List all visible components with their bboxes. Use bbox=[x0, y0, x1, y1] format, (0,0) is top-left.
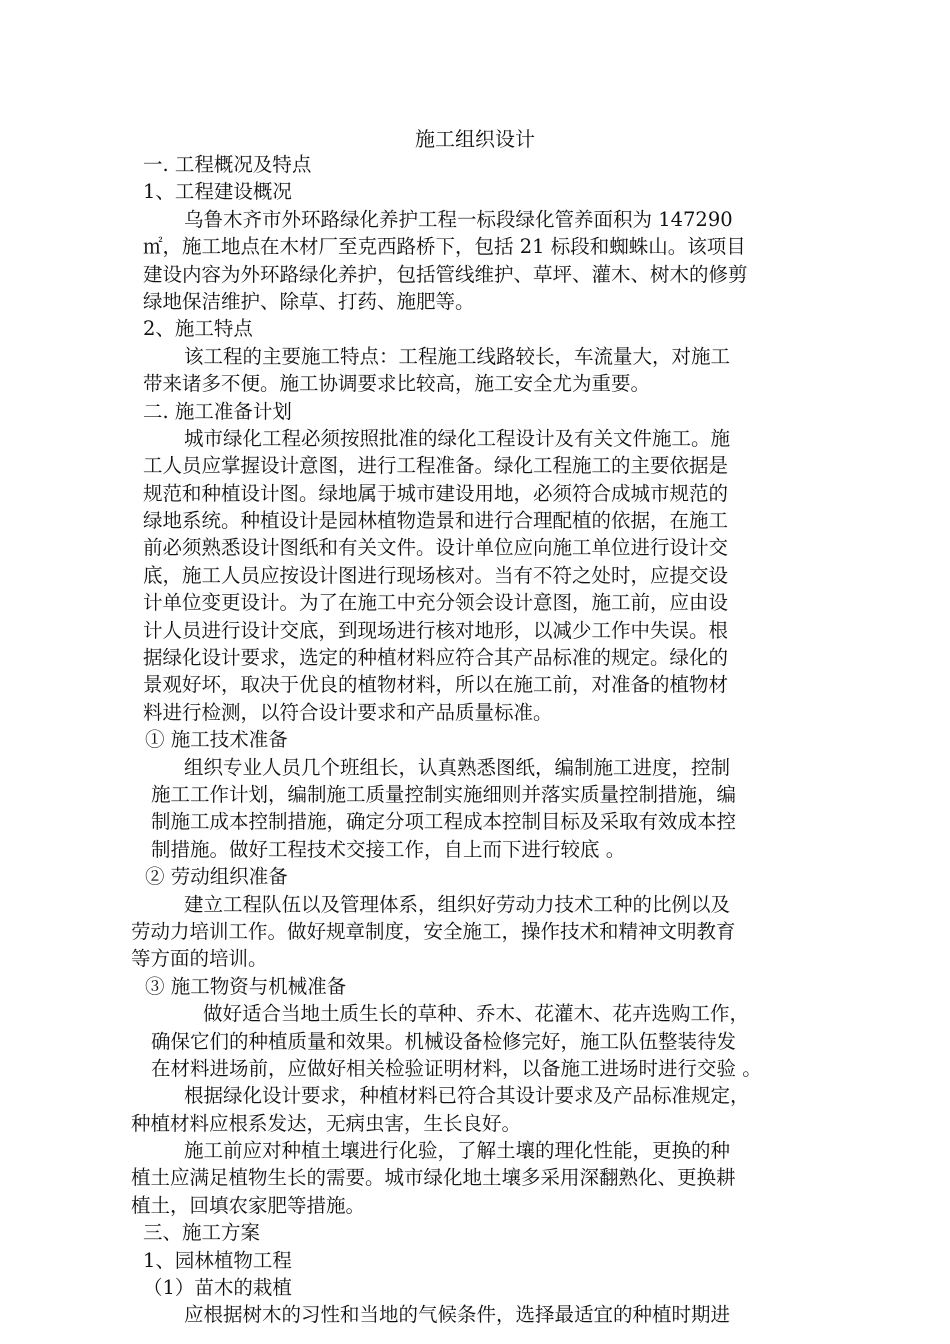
text-line: 根据绿化设计要求，种植材料已符合其设计要求及产品标准规定， bbox=[184, 1084, 750, 1108]
text-line: 等方面的培训。 bbox=[131, 947, 268, 971]
text-line: 1、工程建设概况 bbox=[143, 180, 292, 204]
text-line: 料进行检测，以符合设计要求和产品质量标准。 bbox=[143, 700, 553, 724]
text-line: 三、施工方案 bbox=[143, 1221, 261, 1245]
text-line: 施工前应对种植土壤进行化验，了解土壤的理化性能，更换的种 bbox=[184, 1139, 731, 1163]
text-line: 计单位变更设计。为了在施工中充分领会设计意图，施工前，应由设 bbox=[143, 591, 729, 615]
text-line: 应根据树木的习性和当地的气候条件，选择最适宜的种植时期进 bbox=[184, 1303, 731, 1327]
text-line: 绿地系统。种植设计是园林植物造景和进行合理配植的依据，在施工 bbox=[143, 509, 729, 533]
document-title: 施工组织设计 bbox=[415, 127, 535, 151]
text-line: 植土，回填农家肥等措施。 bbox=[131, 1193, 366, 1217]
text-line: 种植材料应根系发达，无病虫害，生长良好。 bbox=[131, 1111, 522, 1135]
text-line: 施工工作计划，编制施工质量控制实施细则并落实质量控制措施，编 bbox=[151, 782, 737, 806]
text-line: 计人员进行设计交底，到现场进行核对地形，以减少工作中失误。根 bbox=[143, 618, 729, 642]
text-line: 劳动力培训工作。做好规章制度，安全施工，操作技术和精神文明教育 bbox=[131, 919, 736, 943]
text-line: ② 劳动组织准备 bbox=[145, 865, 288, 889]
text-line: 景观好坏，取决于优良的植物材料，所以在施工前，对准备的植物材 bbox=[143, 673, 729, 697]
text-line: ③ 施工物资与机械准备 bbox=[145, 974, 347, 998]
text-line: 工人员应掌握设计意图，进行工程准备。绿化工程施工的主要依据是 bbox=[143, 454, 729, 478]
text-line: 制施工成本控制措施，确定分项工程成本控制目标及采取有效成本控 bbox=[151, 810, 737, 834]
text-line: 做好适合当地土质生长的草种、乔木、花灌木、花卉选购工作， bbox=[203, 1002, 750, 1026]
text-line: 植土应满足植物生长的需要。城市绿化地土壤多采用深翻熟化、更换耕 bbox=[131, 1166, 736, 1190]
document-body bbox=[131, 151, 823, 1329]
text-line: 建设内容为外环路绿化养护，包括管线维护、草坪、灌木、树木的修剪 bbox=[143, 262, 748, 286]
text-line: 据绿化设计要求，选定的种植材料应符合其产品标准的规定。绿化的 bbox=[143, 646, 729, 670]
text-line: 制措施。做好工程技术交接工作，自上而下进行较底 。 bbox=[151, 837, 626, 861]
text-line: 建立工程队伍以及管理体系，组织好劳动力技术工种的比例以及 bbox=[184, 892, 731, 916]
text-line: 城市绿化工程必须按照批准的绿化工程设计及有关文件施工。施 bbox=[184, 426, 731, 450]
text-line: 确保它们的种植质量和效果。机械设备检修完好，施工队伍整装待发 bbox=[151, 1029, 737, 1053]
text-line: ㎡，施工地点在木材厂至克西路桥下，包括 21 标段和蜘蛛山。该项目 bbox=[143, 235, 746, 259]
text-line: 组织专业人员几个班组长，认真熟悉图纸，编制施工进度，控制 bbox=[184, 755, 731, 779]
text-line: ① 施工技术准备 bbox=[145, 728, 288, 752]
text-line: 绿地保洁维护、除草、打药、施肥等。 bbox=[143, 289, 475, 313]
text-line: 带来诸多不便。施工协调要求比较高，施工安全尤为重要。 bbox=[143, 372, 651, 396]
text-line: 在材料进场前，应做好相关检验证明材料，以备施工进场时进行交验 。 bbox=[151, 1056, 762, 1080]
text-line: 规范和种植设计图。绿地属于城市建设用地，必须符合成城市规范的 bbox=[143, 481, 729, 505]
text-line: 二. 施工准备计划 bbox=[143, 399, 292, 423]
text-line: 一. 工程概况及特点 bbox=[143, 153, 312, 176]
text-line: 2、施工特点 bbox=[143, 317, 253, 341]
text-line: 1、园林植物工程 bbox=[143, 1248, 292, 1272]
text-line: 该工程的主要施工特点：工程施工线路较长，车流量大，对施工 bbox=[184, 344, 731, 368]
text-line: 乌鲁木齐市外环路绿化养护工程一标段绿化管养面积为 147290 bbox=[184, 207, 733, 231]
text-line: 底，施工人员应按设计图进行现场核对。当有不符之处时，应提交设 bbox=[143, 563, 729, 587]
text-line: 前必须熟悉设计图纸和有关文件。设计单位应向施工单位进行设计交 bbox=[143, 536, 729, 560]
text-line: （1）苗木的栽植 bbox=[143, 1276, 292, 1300]
